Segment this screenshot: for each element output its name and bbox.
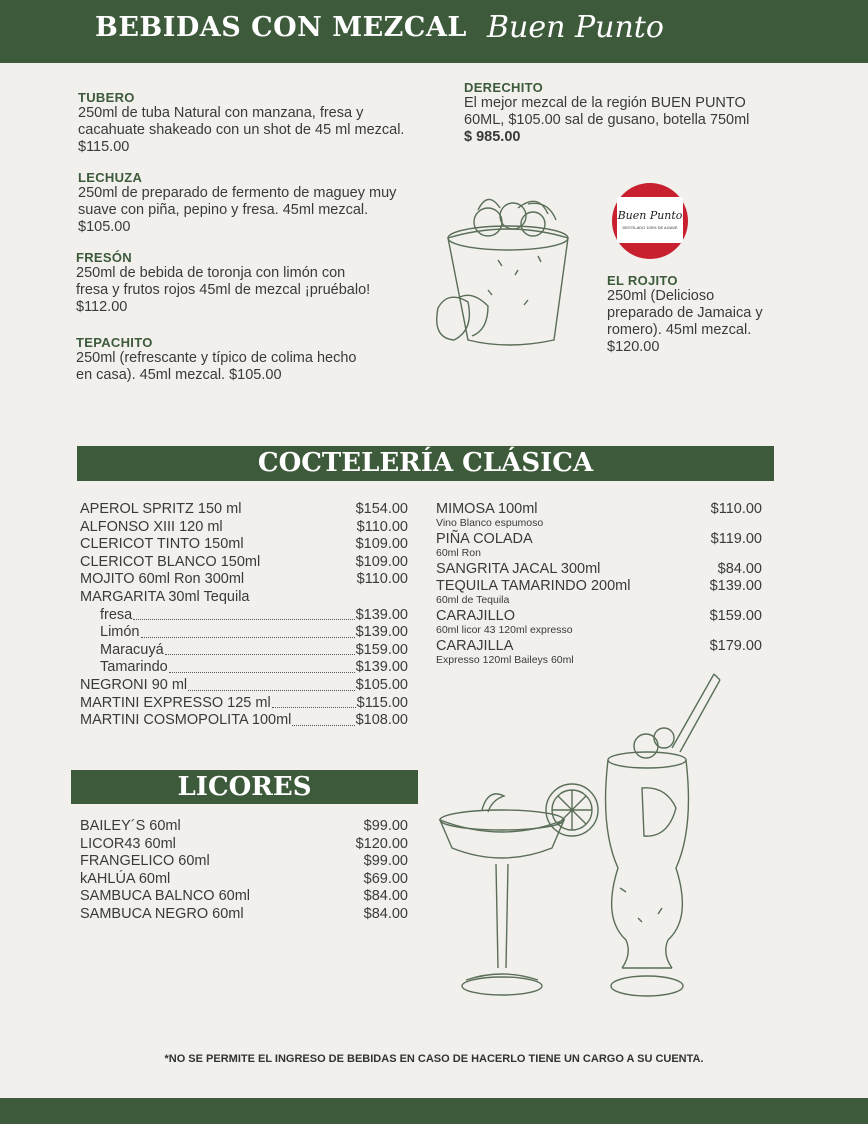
menu-item-price: $105.00 xyxy=(355,677,408,693)
menu-item-price: $84.00 xyxy=(363,906,408,922)
menu-item-name: SAMBUCA BALNCO 60ml xyxy=(80,888,251,905)
menu-item-price: $69.00 xyxy=(363,870,408,887)
menu-item-name: APEROL SPRITZ 150 ml xyxy=(80,501,242,517)
menu-item-name: Tamarindo xyxy=(100,659,168,676)
footnote: *NO SE PERMITE EL INGRESO DE BEBIDAS EN CASO DE HACERLO TIENE UN CARGO A SU CUENTA. xyxy=(164,1053,704,1065)
menu-item-price: $110.00 xyxy=(356,571,408,588)
item-description: El mejor mezcal de la región BUEN PUNTO 60ML, $105.00 sal de gusano, botella 750ml $ 985.00 xyxy=(464,95,750,145)
section-title-licores: LICORES xyxy=(71,770,418,804)
buen-punto-logo xyxy=(612,183,688,259)
item-description: 250ml (Delicioso preparado de Jamaica y romero). 45ml mezcal. $120.00 xyxy=(607,288,763,355)
menu-item-price: $84.00 xyxy=(363,888,408,905)
menu-item-name: kAHLÚA 60ml xyxy=(80,870,171,887)
menu-row xyxy=(80,519,408,537)
menu-item-name: LICOR43 60ml xyxy=(80,835,176,852)
item-description: 250ml de bebida de toronja con limón con fresa y frutos rojos 45ml de mezcal ¡pruébalo! $112.00 xyxy=(76,265,371,315)
menu-item-name: PIÑA COLADA xyxy=(436,531,533,547)
menu-item-price: $99.00 xyxy=(363,853,408,870)
menu-row xyxy=(436,578,762,596)
menu-item-price: $120.00 xyxy=(355,835,408,852)
section-title-coctelerIa: COCTELERÍA CLÁSICA xyxy=(77,446,774,481)
menu-row xyxy=(80,712,408,730)
menu-item-name: SAMBUCA NEGRO 60ml xyxy=(80,906,244,922)
menu-row xyxy=(80,906,408,924)
menu-item-price: $115.00 xyxy=(356,694,408,711)
menu-item-name: CARAJILLO xyxy=(436,608,515,624)
menu-row xyxy=(80,853,408,871)
menu-item-name: Limón xyxy=(100,624,140,641)
menu-item-name: MOJITO 60ml Ron 300ml xyxy=(80,571,245,588)
menu-item-name: CLERICOT TINTO 150ml xyxy=(80,536,244,553)
menu-row xyxy=(80,589,408,607)
item-rojito xyxy=(607,273,777,356)
fruit-bowl-illustration-icon xyxy=(428,190,578,360)
menu-item-name: MARTINI EXPRESSO 125 ml xyxy=(80,694,271,711)
menu-item-subtitle: 60ml licor 43 120ml expresso xyxy=(436,624,573,636)
menu-row xyxy=(80,695,408,713)
item-price: $ 985.00 xyxy=(464,129,521,145)
menu-row xyxy=(436,501,762,519)
item-description: 250ml de tuba Natural con manzana, fresa y cacahuate shakeado con un shot de 45 ml mezcal. $115.00 xyxy=(78,105,405,155)
menu-item-price: $179.00 xyxy=(709,638,762,654)
menu-item-price: $109.00 xyxy=(355,553,408,570)
menu-row xyxy=(436,638,762,656)
menu-item-name: NEGRONI 90 ml xyxy=(80,677,188,693)
menu-row xyxy=(80,571,408,589)
item-tepachito xyxy=(76,335,376,384)
item-lechuza xyxy=(78,170,423,236)
menu-item-name: BAILEY´S 60ml xyxy=(80,818,181,834)
menu-item-price: $84.00 xyxy=(717,561,762,577)
menu-item-name: MARGARITA 30ml Tequila xyxy=(80,589,250,605)
header-bar xyxy=(0,0,868,63)
menu-item-name: MIMOSA 100ml xyxy=(436,501,538,517)
menu-item-name: MARTINI COSMOPOLITA 100ml xyxy=(80,712,292,729)
menu-item-price: $159.00 xyxy=(709,608,762,624)
menu-item-name: CLERICOT BLANCO 150ml xyxy=(80,553,261,570)
menu-item-subtitle: Expresso 120ml Baileys 60ml xyxy=(436,654,574,666)
menu-item-name: TEQUILA TAMARINDO 200ml xyxy=(436,578,631,594)
menu-item-price: $139.00 xyxy=(355,659,408,676)
menu-item-price: $99.00 xyxy=(363,818,408,834)
menu-item-price: $110.00 xyxy=(356,518,408,535)
item-name: TUBERO xyxy=(78,90,135,105)
menu-row xyxy=(80,536,408,554)
item-description: 250ml de preparado de fermento de maguey muy suave con piña, pepino y fresa. 45ml mezcal. $105.00 xyxy=(78,185,397,235)
menu-item-price: $110.00 xyxy=(710,501,762,517)
menu-row xyxy=(80,836,408,854)
menu-row xyxy=(80,818,408,836)
menu-item-subtitle: Vino Blanco espumoso xyxy=(436,517,544,529)
menu-row xyxy=(100,607,408,625)
menu-item-name: FRANGELICO 60ml xyxy=(80,853,210,870)
menu-item-price: $139.00 xyxy=(709,578,762,594)
menu-item-price: $139.00 xyxy=(355,624,408,641)
menu-row xyxy=(80,554,408,572)
menu-item-subtitle: 60ml de Tequila xyxy=(436,594,510,606)
menu-item-name: fresa xyxy=(100,606,133,623)
menu-row xyxy=(80,677,408,695)
menu-row xyxy=(436,531,762,549)
brand-name: Buen Punto xyxy=(487,10,664,45)
item-name: DERECHITO xyxy=(464,80,544,95)
menu-item-subtitle: 60ml Ron xyxy=(436,547,481,559)
logo-text: Buen Punto xyxy=(617,209,683,222)
footer-bar xyxy=(0,1098,868,1124)
item-derechito xyxy=(464,80,754,146)
menu-item-name: SANGRITA JACAL 300ml xyxy=(436,561,601,577)
menu-row xyxy=(436,608,762,626)
menu-item-price: $139.00 xyxy=(355,606,408,623)
item-name: EL ROJITO xyxy=(607,273,678,288)
menu-row xyxy=(80,888,408,906)
item-freson xyxy=(76,250,376,316)
menu-item-price: $154.00 xyxy=(355,501,408,517)
menu-row xyxy=(100,659,408,677)
menu-item-name: ALFONSO XIII 120 ml xyxy=(80,518,223,535)
menu-item-name: Maracuyá xyxy=(100,641,164,658)
item-description: 250ml (refrescante y típico de colima hecho en casa). 45ml mezcal. $105.00 xyxy=(76,350,357,383)
menu-row xyxy=(100,624,408,642)
page-title: BEBIDAS CON MEZCAL xyxy=(95,12,467,43)
menu-item-name: CARAJILLA xyxy=(436,638,514,654)
menu-item-price: $108.00 xyxy=(355,712,408,729)
logo-subtext: DESTILADO 100% DE AGAVE xyxy=(622,225,678,230)
menu-row xyxy=(100,642,408,660)
menu-row xyxy=(436,561,762,579)
item-name: FRESÓN xyxy=(76,250,132,265)
item-tubero xyxy=(78,90,418,156)
menu-item-price: $119.00 xyxy=(710,531,762,547)
menu-item-price: $109.00 xyxy=(355,536,408,553)
menu-item-price: $159.00 xyxy=(355,641,408,658)
menu-row xyxy=(80,871,408,889)
item-name: LECHUZA xyxy=(78,170,143,185)
item-name: TEPACHITO xyxy=(76,335,153,350)
cocktails-illustration-icon xyxy=(432,668,722,1008)
menu-row xyxy=(80,501,408,519)
